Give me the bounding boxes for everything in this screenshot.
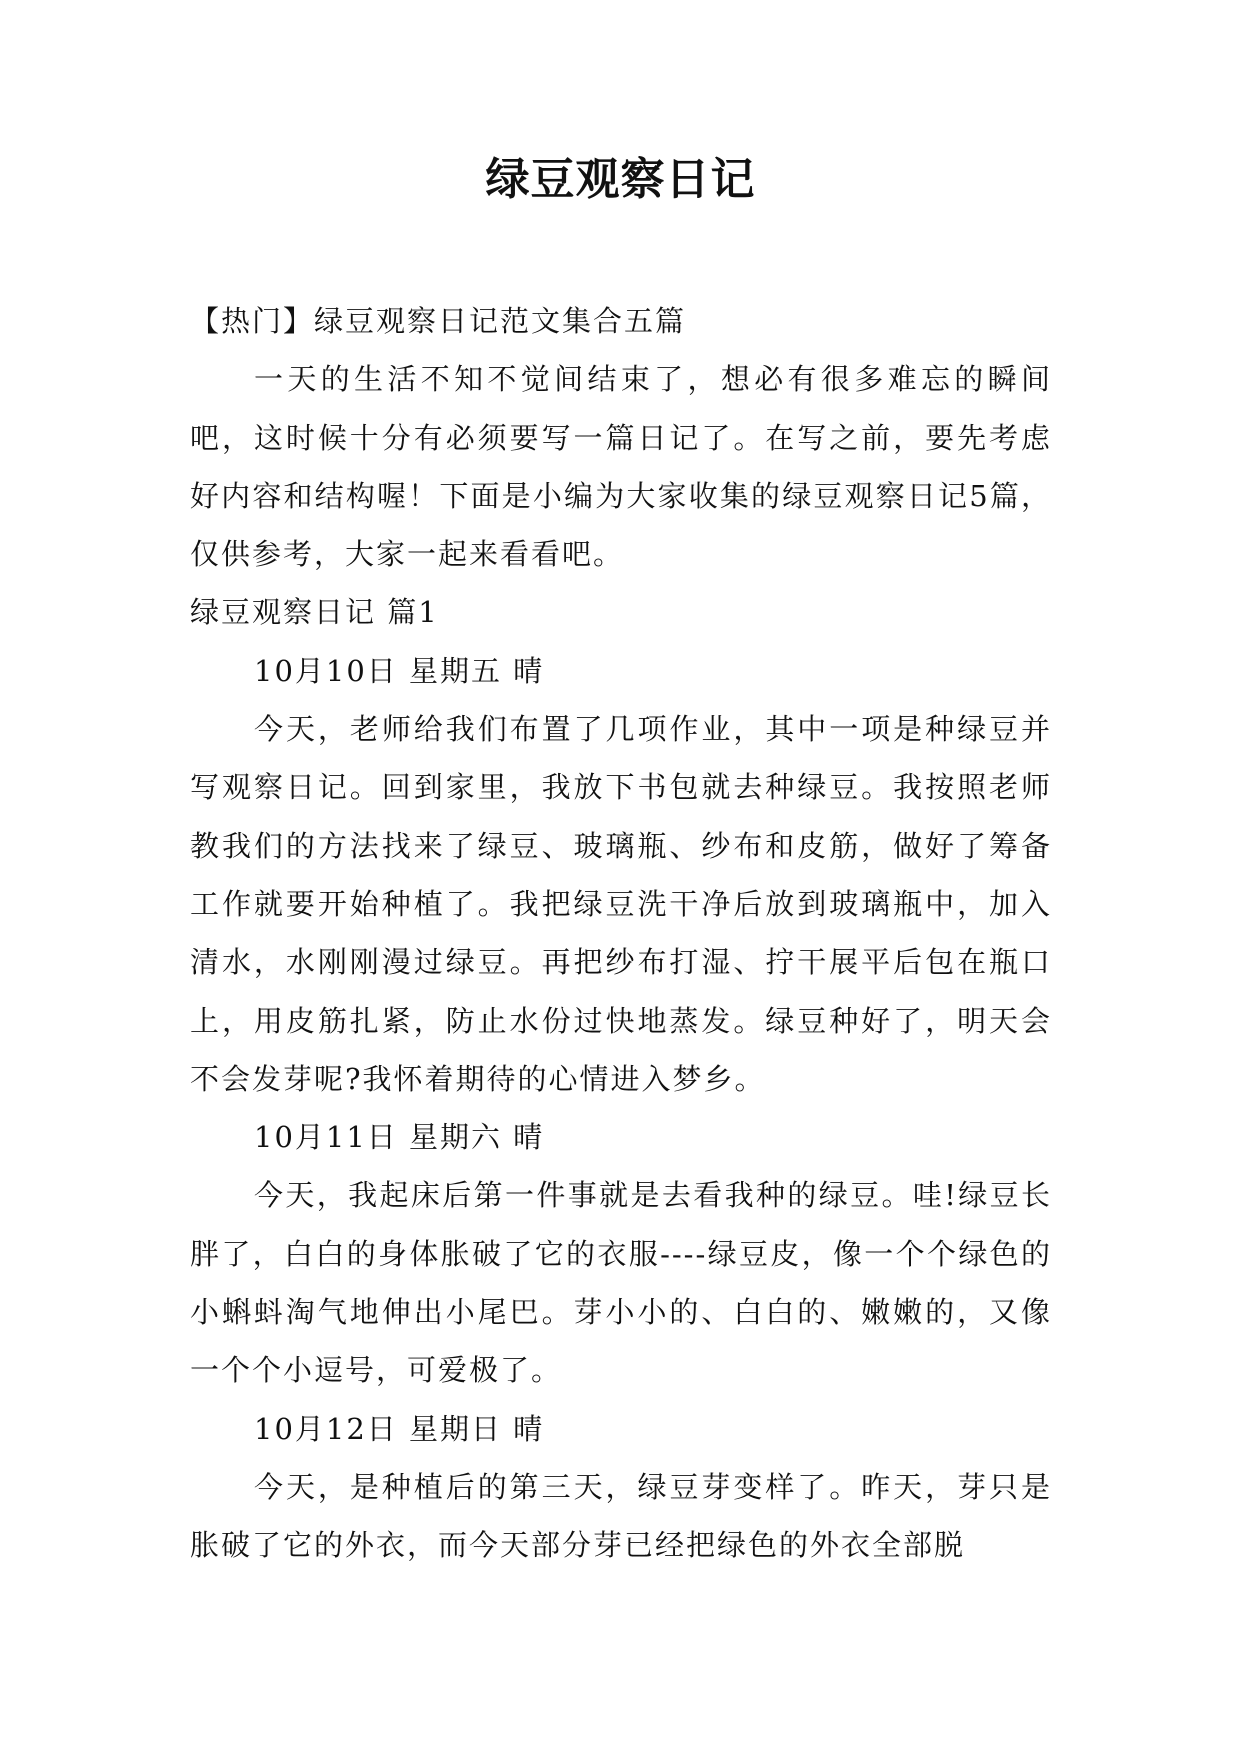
subtitle-line: 【热门】绿豆观察日记范文集合五篇 [190,304,687,338]
intro-paragraph: 一天的生活不知不觉间结束了，想必有很多难忘的瞬间吧，这时候十分有必须要写一篇日记了。在写之前，要先考虑好内容和结构喔！下面是小编为大家收集的绿豆观察日记5篇，仅供参考，大家一起来看看吧。 [190,362,1052,572]
diary-date-line: 10月12日 星期日 晴 [254,1411,545,1446]
diary-paragraph: 今天，我起床后第一件事就是去看我种的绿豆。哇!绿豆长胖了，白白的身体胀破了它的衣服----绿豆皮，像一个个绿色的小蝌蚪淘气地伸出小尾巴。芽小小的、白白的、嫩嫩的，又像一个个小逗号，可爱极了。 [190,1178,1052,1388]
section-heading: 绿豆观察日记 篇1 [190,595,439,630]
document-title: 绿豆观察日记 [485,154,756,205]
diary-paragraph: 今天，老师给我们布置了几项作业，其中一项是种绿豆并写观察日记。回到家里，我放下书包就去种绿豆。我按照老师教我们的方法找来了绿豆、玻璃瓶、纱布和皮筋，做好了筹备工作就要开始种植了。我把绿豆洗干净后放到玻璃瓶中，加入清水，水刚刚漫过绿豆。再把纱布打湿、拧干展平后包在瓶口上，用皮筋扎紧，防止水份过快地蒸发。绿豆种好了，明天会不会发芽呢?我怀着期待的心情进入梦乡。 [190,712,1052,1096]
diary-date-line: 10月10日 星期五 晴 [254,653,545,688]
diary-date-line: 10月11日 星期六 晴 [254,1120,545,1155]
diary-paragraph: 今天，是种植后的第三天，绿豆芽变样了。昨天，芽只是胀破了它的外衣，而今天部分芽已经把绿色的外衣全部脱 [190,1469,1052,1563]
document-body [190,292,1052,1575]
